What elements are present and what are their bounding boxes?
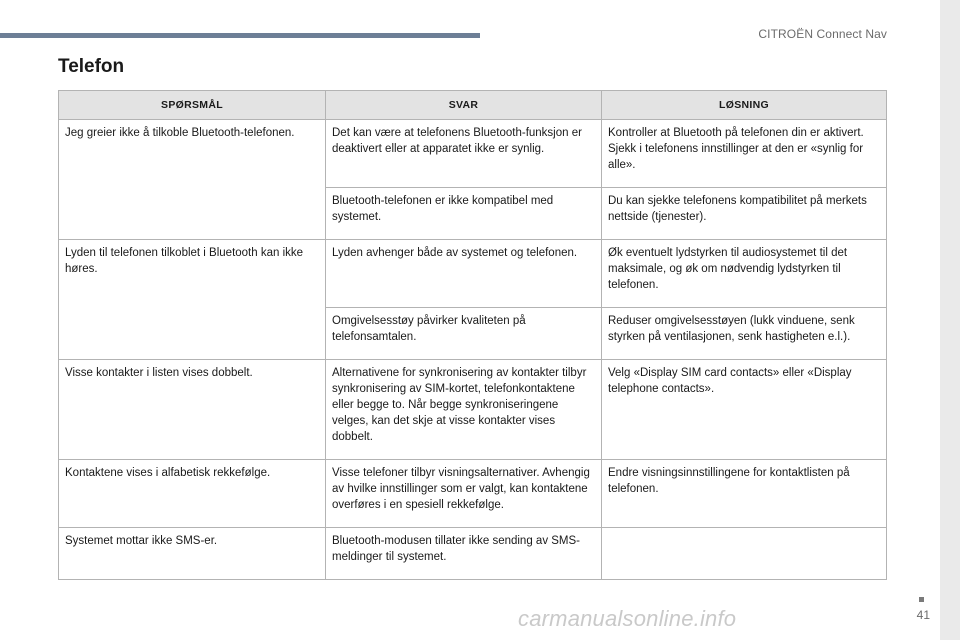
column-header-question: SPØRSMÅL [59, 91, 326, 120]
table-row [59, 460, 887, 528]
question-cell: Jeg greier ikke å tilkoble Bluetooth-telefonen. [59, 120, 326, 240]
troubleshooting-table [58, 90, 887, 580]
page-number: 41 [916, 608, 930, 622]
solution-cell: Velg «Display SIM card contacts» eller «Display telephone contacts». [602, 360, 887, 460]
solution-cell [602, 528, 887, 580]
answer-cell: Visse telefoner tilbyr visningsalternativer. Avhengig av hvilke innstillinger som er valgt, kan kontaktene overføres i en spesiell rekkefølge. [326, 460, 602, 528]
header-accent-bar [0, 33, 480, 38]
column-header-solution: LØSNING [602, 91, 887, 120]
table-row [59, 120, 887, 188]
answer-cell: Alternativene for synkronisering av kontakter tilbyr synkronisering av SIM-kortet, telefonkontaktene eller begge to. Når begge synkroniseringene velges, kan det skje at visse kontakter vises dobbelt. [326, 360, 602, 460]
solution-cell: Reduser omgivelsesstøyen (lukk vinduene, senk styrken på ventilasjonen, senk hastigheten e.l.). [602, 308, 887, 360]
answer-cell: Bluetooth-telefonen er ikke kompatibel med systemet. [326, 188, 602, 240]
brand-label: CITROËN Connect Nav [758, 27, 887, 41]
page-corner-mark [919, 597, 924, 602]
table-row [59, 528, 887, 580]
question-cell: Lyden til telefonen tilkoblet i Bluetooth kan ikke høres. [59, 240, 326, 360]
table-row [59, 360, 887, 460]
watermark-text: carmanualsonline.info [518, 606, 737, 631]
solution-cell: Kontroller at Bluetooth på telefonen din er aktivert. Sjekk i telefonens innstillinger at den er «synlig for alle». [602, 120, 887, 188]
solution-cell: Øk eventuelt lydstyrken til audiosystemet til det maksimale, og øk om nødvendig lydstyrken til telefonen. [602, 240, 887, 308]
answer-cell: Omgivelsesstøy påvirker kvaliteten på telefonsamtalen. [326, 308, 602, 360]
question-cell: Visse kontakter i listen vises dobbelt. [59, 360, 326, 460]
answer-cell: Det kan være at telefonens Bluetooth-funksjon er deaktivert eller at apparatet ikke er synlig. [326, 120, 602, 188]
page-side-strip [940, 0, 960, 640]
table-row [59, 240, 887, 308]
question-cell: Systemet mottar ikke SMS-er. [59, 528, 326, 580]
answer-cell: Bluetooth-modusen tillater ikke sending av SMS-meldinger til systemet. [326, 528, 602, 580]
answer-cell: Lyden avhenger både av systemet og telefonen. [326, 240, 602, 308]
page-title: Telefon [58, 56, 125, 77]
solution-cell: Endre visningsinnstillingene for kontaktlisten på telefonen. [602, 460, 887, 528]
solution-cell: Du kan sjekke telefonens kompatibilitet på merkets nettside (tjenester). [602, 188, 887, 240]
question-cell: Kontaktene vises i alfabetisk rekkefølge. [59, 460, 326, 528]
table-body [59, 120, 887, 580]
column-header-answer: SVAR [326, 91, 602, 120]
table-header-row [59, 91, 887, 120]
